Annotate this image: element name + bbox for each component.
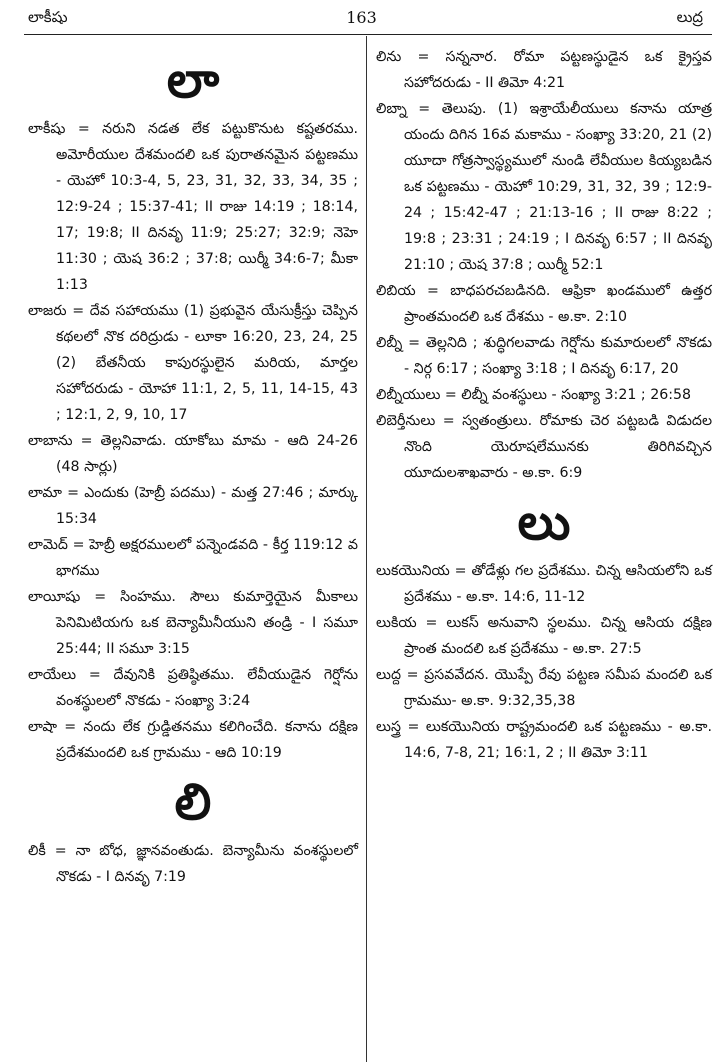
entry-lustra: లుస్త్ర = లుకయొనియ రాష్ట్రమందలి ఒక పట్టణము - అ.కా. 14:6, 7-8, 21; 16:1, 2 ; II తిమో 3:11	[376, 719, 712, 761]
entry-lasha: లాషా = నందు లేక గ్రుడ్డితనము కలిగించేది. కనాను దక్షిణ ప్రదేశమందలి ఒక గ్రామము - ఆది 10:19	[28, 719, 358, 761]
page-number: 163	[346, 8, 377, 27]
entry-libniyulu: లిబ్నీయులు = లిబ్నీ వంశస్థులు - సంఖ్యా 3:21 ; 26:58	[376, 387, 692, 403]
entry-linu: లిను = సన్ననార. రోమా పట్టణస్థుడైన ఒక క్రైస్తవ సహోదరుడు - II తిమో 4:21	[376, 49, 712, 91]
entry-ludda: లుద్ద = ప్రసవవేదన. యొప్పే రేవు పట్టణ సమీప మందలి ఒక గ్రామము- అ.కా. 9:32,35,38	[376, 667, 712, 709]
entry-lakishu: లాకీషు = నరుని నడత లేక పట్టుకొనుట కష్టతరము. అమోరీయుల దేశమందలి ఒక పురాతనమైన పట్టణము - యెహో 10:3-4, 5, 23, 31, 32, 33, 34, 35 ; 12:9-24 ; 15:37-41; II రాజు 14:19 ; 18:14, 17; 19:8; II దినవృ 11:9; 25:27; 32:9; నెహె 11:30 ; యెష 36:2 ; 37:8; యిర్మీ 34:6-7; మీకా 1:13	[28, 121, 358, 293]
column-divider	[366, 36, 367, 1062]
section-letter-li: లి	[174, 773, 212, 831]
entry-libertinulu: లిబెర్తీనులు = స్వతంత్రులు. రోమాకు చెర పట్టబడి విడుదల నొంది యెరూషలేమునకు తిరిగివచ్చిన యూదులశాఖవారు - అ.కా. 6:9	[376, 413, 712, 481]
left-column	[28, 44, 358, 890]
right-column	[376, 44, 712, 766]
header-last-word: లుద్ర	[676, 8, 703, 26]
entry-lama: లామా = ఎందుకు (హెబ్రీ పదము) - మత్త 27:46 ; మార్కు 15:34	[28, 485, 358, 527]
section-letter-laa: లా	[166, 51, 220, 109]
entry-layelu: లాయేలు = దేవునికి ప్రతిష్ఠితము. లేవీయుడైన గెర్షోను వంశస్థులలో నొకడు - సంఖ్యా 3:24	[28, 667, 358, 709]
entry-liki: లికీ = నా బోధ, జ్ఞానవంతుడు. బెన్యామీను వంశస్థులలో నొకడు - I దినవృ 7:19	[28, 843, 358, 885]
entry-libna: లిబ్నా = తెలుపు. (1) ఇశ్రాయేలీయులు కనాను యాత్ర యందు దిగిన 16వ మకాము - సంఖ్యా 33:20, 21 (2) యూదా గోత్రస్వాస్థ్యములో నుండి లేవీయుల కియ్యబడిన ఒక పట్టణము - యెహో 10:29, 31, 32, 39 ; 12:9-24 ; 15:42-47 ; 21:13-16 ; II రాజు 8:22 ; 19:8 ; 23:31 ; 24:19 ; I దినవృ 6:57 ; II దినవృ 21:10 ; యెష 37:8 ; యిర్మీ 52:1	[376, 101, 712, 273]
entry-libni: లిబ్నీ = తెల్లనిది ; శుద్ధిగలవాడు గెర్షోను కుమారులలో నొకడు - నిర్గ 6:17 ; సంఖ్యా 3:18 ; I దినవృ 6:17, 20	[376, 335, 712, 377]
entry-lukiya: లుకియ = లుకస్ అనువాని స్థలము. చిన్న ఆసియ దక్షిణ ప్రాంత మందలి ఒక ప్రదేశము - అ.కా. 27:5	[376, 615, 712, 657]
section-letter-lu: లు	[517, 493, 571, 551]
entry-libiya: లిబియ = బాధపరచబడినది. ఆఫ్రికా ఖండములో ఉత్తర ప్రాంతమందలి ఒక దేశము - అ.కా. 2:10	[376, 283, 712, 325]
entry-lajaru: లాజరు = దేవ సహాయము (1) ప్రభువైన యేసుక్రీస్తు చెప్పిన కథలలో నొక దరిద్రుడు - లూకా 16:20, 23, 24, 25 (2) బేతనీయ కాపురస్థులైన మరియ, మార్తల సహోదరుడు - యోహా 11:1, 2, 5, 11, 14-15, 43 ; 12:1, 2, 9, 10, 17	[28, 303, 358, 423]
entry-layishu: లాయీషు = సింహము. సౌలు కుమార్తెయైన మీకాలు పెనిమిటియగు ఒక బెన్యామీనీయుని తండ్రి - I సమూ 25:44; II సమూ 3:15	[28, 589, 358, 657]
entry-labanu: లాబాను = తెల్లనివాడు. యాకోబు మామ - ఆది 24-26 (48 సార్లు)	[28, 433, 358, 475]
header-first-word: లాకీషు	[28, 8, 68, 26]
entry-lamed: లామెద్ = హెబ్రీ అక్షరములలో పన్నెండవది - కీర్త 119:12 వ భాగము	[28, 537, 358, 579]
entry-lukayoniya: లుకయొనియ = తోడేళ్లు గల ప్రదేశము. చిన్న ఆసియలోని ఒక ప్రదేశము - అ.కా. 14:6, 11-12	[376, 563, 712, 605]
header-rule	[24, 34, 712, 35]
running-header	[0, 4, 723, 34]
